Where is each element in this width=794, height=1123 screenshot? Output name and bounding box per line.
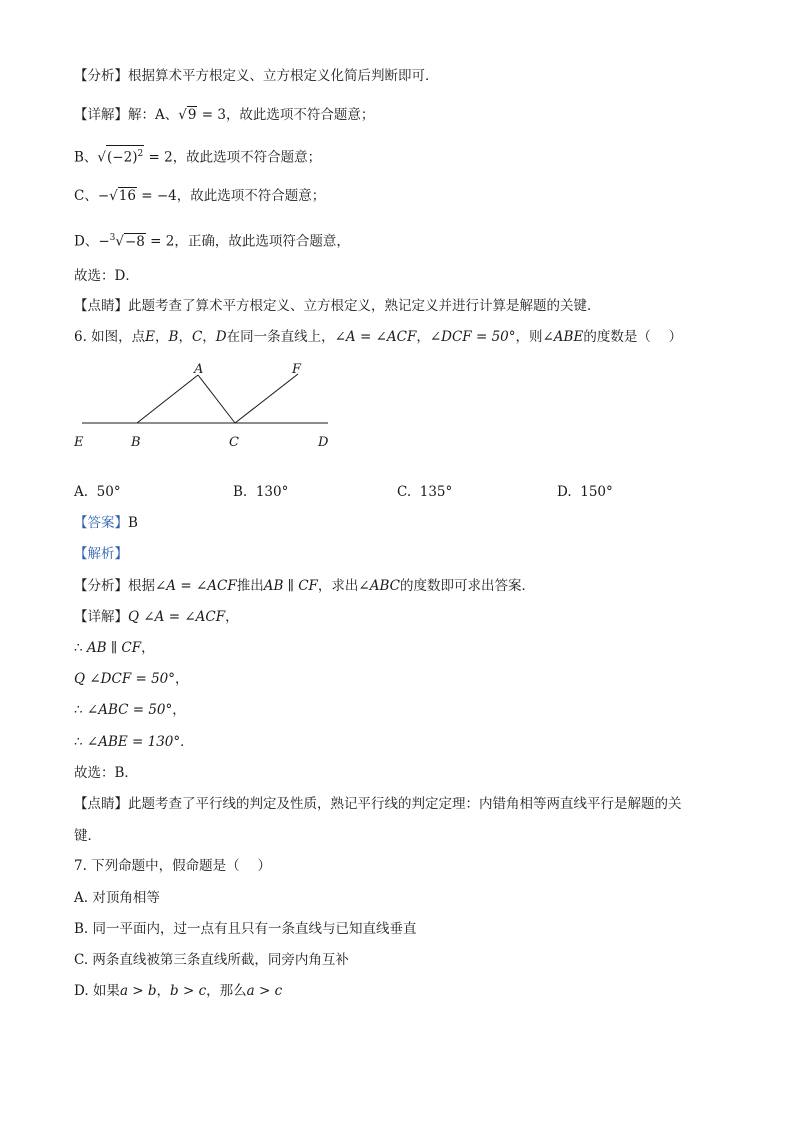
option-d[interactable]	[557, 482, 613, 502]
option-a[interactable]	[74, 482, 121, 502]
label-e: E	[74, 435, 84, 450]
step-end: ，	[141, 640, 155, 656]
d-neg: −	[98, 233, 110, 250]
q6-detail-1	[74, 607, 239, 627]
q7-option-d[interactable]	[74, 981, 282, 1001]
step5: ∠ABE = 130°	[86, 734, 181, 750]
ineq-1: a > b	[119, 983, 157, 999]
q6-analysis	[74, 576, 535, 596]
q5-analysis	[74, 66, 439, 86]
sep: ，	[155, 329, 169, 345]
segment-ba	[137, 375, 198, 423]
detail-tag: 【详解】	[74, 107, 128, 123]
option-b[interactable]	[233, 482, 288, 502]
analysis-angle: ∠ABC	[358, 578, 400, 594]
analysis-par: AB ∥ CF	[263, 578, 318, 594]
option-c[interactable]	[397, 482, 452, 502]
detail-tag: 【详解】	[74, 609, 128, 625]
segment-cf	[235, 374, 298, 423]
sep: ，	[202, 329, 216, 345]
analysis-tag: 【分析】	[74, 68, 128, 84]
therefore-symbol: ∴	[74, 640, 83, 656]
step1: Q ∠A = ∠ACF	[128, 609, 226, 625]
q5-choose: 故选：D．	[74, 268, 139, 284]
label-b: B	[131, 435, 141, 450]
cbrt-inner: −8	[124, 233, 145, 250]
b-prefix: B、	[74, 149, 98, 166]
step2: AB ∥ CF	[86, 640, 142, 656]
ineq-2: b > c	[170, 983, 207, 999]
opt-d-prefix: D. 如果	[74, 983, 120, 999]
q7-option-b[interactable]: B. 同一平面内，过一点有且只有一条直线与已知直线垂直	[74, 921, 417, 937]
stem-c: ，则	[515, 329, 543, 345]
opt-d-mid: ，	[156, 983, 171, 999]
analysis-tag: 【分析】	[74, 578, 128, 594]
c-suffix: ，故此选项不符合题意；	[176, 188, 326, 204]
c-result: = −4	[136, 188, 177, 204]
option-value: 150°	[580, 484, 613, 500]
option-letter: D.	[557, 484, 572, 500]
geometry-figure	[70, 358, 340, 473]
step4: ∠ABC = 50°	[86, 702, 173, 718]
d-result: = 2	[145, 233, 175, 250]
q6-detail-2	[74, 638, 155, 658]
sep: ，	[416, 329, 430, 345]
q7-option-a[interactable]: A. 对顶角相等	[74, 890, 160, 906]
stem-d: 的度数是（ ）	[583, 329, 683, 345]
b-sup: 2	[137, 149, 144, 159]
q6-detail-3	[74, 669, 189, 689]
q6-detail-4	[74, 700, 186, 720]
q6-stem	[74, 327, 682, 347]
cond2: ∠DCF = 50°	[429, 329, 516, 345]
d-prefix: D、	[74, 233, 99, 250]
detail-prefix: 解：A、	[128, 107, 179, 123]
option-letter: C.	[397, 484, 412, 500]
a-result: = 3	[197, 107, 226, 123]
analysis-text: 根据算术平方根定义、立方根定义化简后判断即可．	[128, 68, 439, 84]
q6-answer	[74, 513, 138, 533]
comment-tag: 【点睛】	[74, 796, 128, 812]
opt-d-mid2: ，那么	[206, 983, 247, 999]
option-letter: B.	[233, 484, 248, 500]
b-inner: (−2)	[107, 149, 138, 166]
answer-tag: 【答案】	[74, 515, 128, 531]
segment-ac	[198, 375, 235, 423]
sqrt-16: 16	[118, 188, 136, 204]
label-d: D	[318, 435, 329, 450]
step-end: ，	[175, 671, 189, 687]
q5-detail-a: 【详解】解：A、√9 = 3，故此选项不符合题意；	[74, 107, 375, 123]
comment-tag: 【点睛】	[74, 298, 128, 314]
b-suffix: ，故此选项不符合题意；	[172, 149, 322, 166]
c-prefix: C、	[74, 188, 98, 204]
stem-b: 在同一条直线上，	[226, 329, 335, 345]
solution-tag: 【解析】	[74, 546, 128, 562]
analysis-cond: ∠A = ∠ACF	[155, 578, 237, 594]
q6-comment	[74, 794, 682, 814]
q5-d: D、−$^3$√−8 = 2，正确，故此选项符合题意，	[74, 233, 350, 250]
point-d: D	[215, 329, 227, 345]
target-angle: ∠ABE	[542, 329, 584, 345]
q7-stem: 7. 下列命题中，假命题是（ ）	[74, 858, 271, 874]
label-c: C	[229, 435, 239, 450]
q5-comment	[74, 296, 601, 316]
c-neg: −	[97, 188, 110, 204]
stem-a: 6. 如图，点	[74, 329, 146, 345]
answer-value: B	[128, 515, 138, 531]
sqrt-9: 9	[187, 107, 197, 123]
option-value: 130°	[255, 484, 289, 500]
label-f: F	[292, 362, 302, 377]
analysis-a: 根据	[128, 578, 155, 594]
therefore-symbol: ∴	[74, 702, 83, 718]
q6-comment-cont: 键．	[74, 828, 101, 844]
point-c: C	[191, 329, 203, 345]
point-b: B	[168, 329, 179, 345]
step3: Q ∠DCF = 50°	[74, 671, 176, 687]
option-value: 50°	[96, 484, 121, 500]
q6-detail-5	[74, 732, 194, 752]
q5-c: C、−√16 = −4，故此选项不符合题意；	[74, 188, 326, 204]
comment-text: 此题考查了算术平方根定义、立方根定义，熟记定义并进行计算是解题的关键．	[128, 298, 601, 314]
point-e: E	[145, 329, 156, 345]
a-suffix: ，故此选项不符合题意；	[225, 107, 375, 123]
q5-b: B、$√(-2)^2 = 2$，故此选项不符合题意；	[74, 145, 321, 168]
sep: ，	[178, 329, 192, 345]
q7-option-c[interactable]: C. 两条直线被第三条直线所截，同旁内角互补	[74, 952, 349, 968]
ineq-3: a > c	[246, 983, 283, 999]
analysis-d: 的度数即可求出答案．	[399, 578, 535, 594]
cube-root-index: 3	[109, 233, 116, 243]
step-end: ，	[172, 702, 186, 718]
option-value: 135°	[419, 484, 453, 500]
b-result: = 2	[144, 149, 173, 166]
therefore-symbol: ∴	[74, 734, 83, 750]
label-a: A	[194, 362, 204, 377]
step-end: ，	[225, 609, 239, 625]
cond1: ∠A = ∠ACF	[334, 329, 417, 345]
d-suffix: ，正确，故此选项符合题意，	[174, 233, 350, 250]
sqrt-b	[106, 145, 144, 166]
step-end: ．	[180, 734, 194, 750]
option-letter: A.	[74, 484, 89, 500]
analysis-b: 推出	[236, 578, 264, 594]
analysis-c: ，求出	[317, 578, 359, 594]
comment-text: 此题考查了平行线的判定及性质，熟记平行线的判定定理：内错角相等两直线平行是解题的关	[128, 796, 682, 812]
q6-choose: 故选：B．	[74, 765, 138, 781]
